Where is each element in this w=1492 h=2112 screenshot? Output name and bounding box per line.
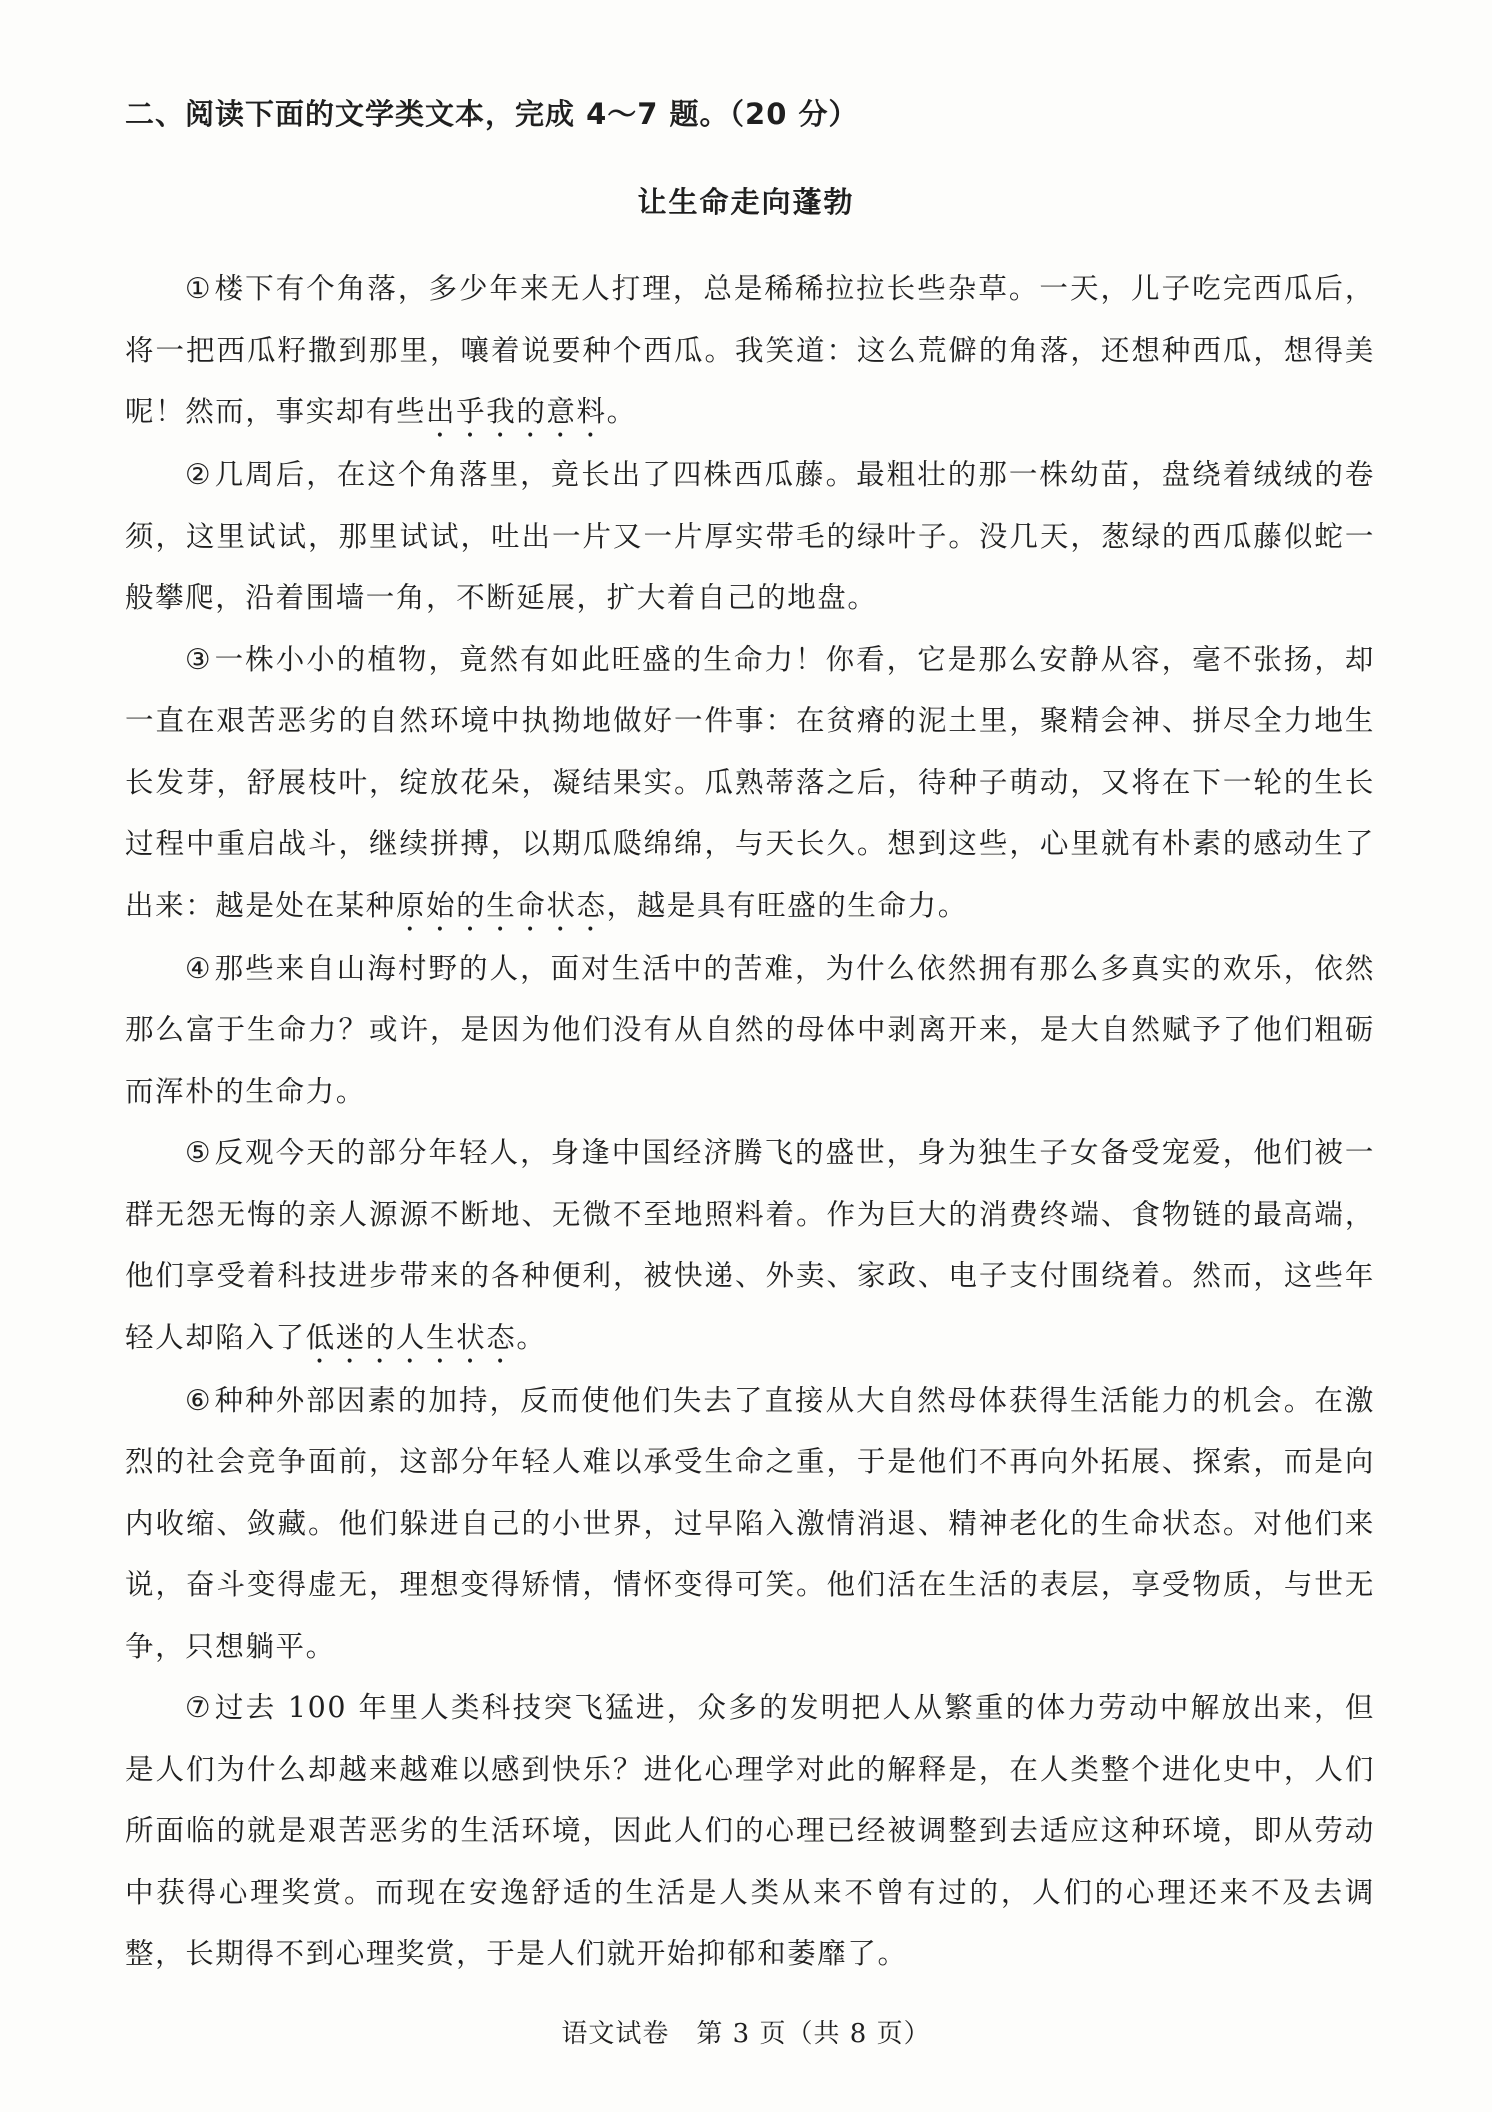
paragraph-text: 过去 100 年里人类科技突飞猛进，众多的发明把人从繁重的体力劳动中解放出来，但是人们为什么却越来越难以感到快乐？进化心理学对此的解释是，在人类整个进化史中，人们所面临的就是艰苦恶劣的生活环境，因此人们的心理已经被调整到去适应这种环境，即从劳动中获得心理奖赏。而现在安逸舒适的生活是人类从来不曾有过的，人们的心理还来不及去调整，长期得不到心理奖赏，于是人们就开始抑郁和萎靡了。 — [125, 1691, 1375, 1970]
paragraph-7 — [125, 1677, 1375, 1985]
paragraph-1 — [125, 258, 1375, 444]
paragraph-2 — [125, 444, 1375, 629]
paragraph-5 — [125, 1122, 1375, 1370]
essay-title: 让生命走向蓬勃 — [637, 185, 855, 219]
paragraph-number: ② — [185, 458, 213, 491]
paragraph-number: ⑤ — [185, 1136, 213, 1169]
paragraph-4 — [125, 938, 1375, 1123]
emphasized-phrase: 低迷的人生状态 — [305, 1320, 517, 1354]
paragraph-text-tail: 。 — [606, 395, 637, 428]
paragraph-text: 反观今天的部分年轻人，身逢中国经济腾飞的盛世，身为独生子女备受宠爱，他们被一群无怨无悔的亲人源源不断地、无微不至地照料着。作为巨大的消费终端、食物链的最高端，他们享受着科技进步带来的各种便利，被快递、外卖、家政、电子支付围绕着。然而，这些年轻人却陷入了 — [125, 1136, 1375, 1354]
paragraph-number: ① — [185, 272, 213, 305]
paragraph-number: ⑥ — [185, 1383, 213, 1417]
paragraph-number: ④ — [185, 951, 213, 985]
paragraph-text-tail: 。 — [516, 1320, 547, 1354]
paragraph-text: 一株小小的植物，竟然有如此旺盛的生命力！你看，它是那么安静从容，毫不张扬，却一直在艰苦恶劣的自然环境中执拗地做好一件事：在贫瘠的泥土里，聚精会神、拼尽全力地生长发芽，舒展枝叶，绽放花朵，凝结果实。瓜熟蒂落之后，待种子萌动，又将在下一轮的生长过程中重启战斗，继续拼搏，以期瓜瓞绵绵，与天长久。想到这些，心里就有朴素的感动生了出来：越是处在某种 — [125, 642, 1375, 922]
paragraph-6 — [125, 1370, 1375, 1678]
emphasized-phrase: 出乎我的意料 — [426, 395, 607, 428]
essay-body — [125, 258, 1375, 1985]
paragraph-number: ⑦ — [185, 1691, 213, 1724]
paragraph-text: 楼下有个角落，多少年来无人打理，总是稀稀拉拉长些杂草。一天，儿子吃完西瓜后，将一把西瓜籽撒到那里，嚷着说要种个西瓜。我笑道：这么荒僻的角落，还想种西瓜，想得美呢！然而，事实却有些 — [125, 272, 1375, 428]
paragraph-text-tail: ，越是具有旺盛的生命力。 — [606, 888, 968, 922]
section-heading: 二、阅读下面的文学类文本，完成 4～7 题。（20 分） — [125, 97, 859, 131]
paragraph-text: 那些来自山海村野的人，面对生活中的苦难，为什么依然拥有那么多真实的欢乐，依然那么富于生命力？或许，是因为他们没有从自然的母体中剥离开来，是大自然赋予了他们粗砺而浑朴的生命力。 — [125, 951, 1375, 1108]
paragraph-3 — [125, 629, 1375, 938]
page-footer: 语文试卷 第 3 页（共 8 页） — [561, 2019, 931, 2049]
paragraph-number: ③ — [185, 642, 213, 676]
paragraph-text: 几周后，在这个角落里，竟长出了四株西瓜藤。最粗壮的那一株幼苗，盘绕着绒绒的卷须，这里试试，那里试试，吐出一片又一片厚实带毛的绿叶子。没几天，葱绿的西瓜藤似蛇一般攀爬，沿着围墙一角，不断延展，扩大着自己的地盘。 — [125, 458, 1375, 614]
paragraph-text: 种种外部因素的加持，反而使他们失去了直接从大自然母体获得生活能力的机会。在激烈的社会竞争面前，这部分年轻人难以承受生命之重，于是他们不再向外拓展、探索，而是向内收缩、敛藏。他们躲进自己的小世界，过早陷入激情消退、精神老化的生命状态。对他们来说，奋斗变得虚无，理想变得矫情，情怀变得可笑。他们活在生活的表层，享受物质，与世无争，只想躺平。 — [125, 1383, 1375, 1663]
emphasized-phrase: 原始的生命状态 — [395, 888, 607, 922]
